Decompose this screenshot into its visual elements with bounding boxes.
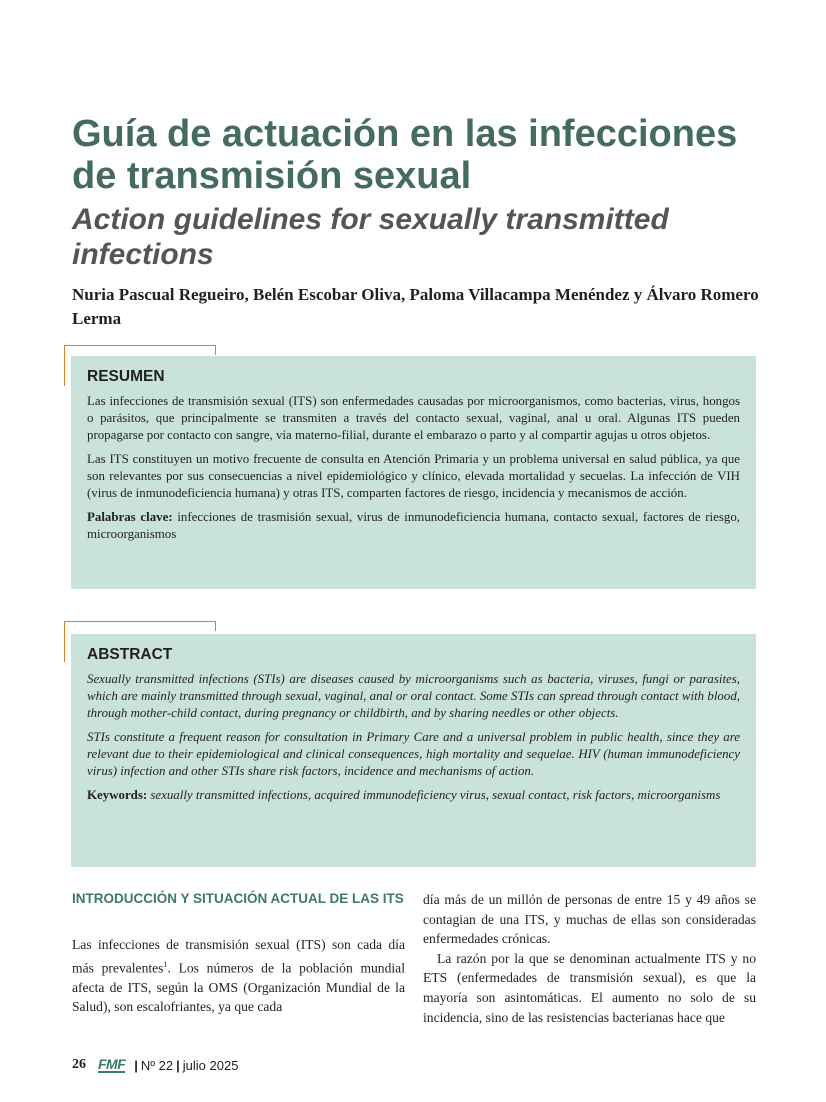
body-text: Las infecciones de transmisión sexual (ITS) son cada día más prevalentes <box>72 937 405 976</box>
abstract-heading: ABSTRACT <box>87 646 173 663</box>
section-heading: INTRODUCCIÓN Y SITUACIÓN ACTUAL DE LAS ITS <box>72 891 404 906</box>
resumen-paragraph-1: Las infecciones de transmisión sexual (ITS) son enfermedades causadas por microorganismos, como bacterias, virus, hongos o parásitos, que principalmente se transmiten a través del contacto sexual, vaginal, anal u oral. Algunas ITS pueden propagarse por contacto con sangre, vía materno-filial, durante el embarazo o parto y al compartir agujas u otros objetos. <box>87 394 740 442</box>
resumen-keywords-label: Palabras clave: <box>87 510 173 524</box>
body-column-left <box>72 890 405 1017</box>
body-text: . Los números de la población mundial afecta de ITS, según la OMS (Organización Mundial de la Salud), son escalofriantes, ya que cada <box>72 960 405 1015</box>
abstract-paragraph-2: STIs constitute a frequent reason for consultation in Primary Care and a universal problem in public health, since they are relevant due to their epidemiological and clinical consequences, high mortality and sequelae. HIV (human immunodeficiency virus) infection and other STIs share risk factors, incidence and mechanisms of action. <box>87 730 740 778</box>
abstract-keywords-label: Keywords: <box>87 788 148 802</box>
article-title-es: Guía de actuación en las infecciones de transmisión sexual <box>72 113 738 197</box>
abstract-box <box>71 634 756 867</box>
issue-date: julio 2025 <box>182 1057 239 1073</box>
journal-logo: FMF <box>98 1055 126 1072</box>
body-column-right <box>423 890 756 1027</box>
resumen-heading: RESUMEN <box>87 368 165 385</box>
issue-number: Nº 22 <box>140 1057 174 1073</box>
article-title-en: Action guidelines for sexually transmitted infections <box>72 203 669 271</box>
citation-ref[interactable]: 1 <box>163 959 168 969</box>
resumen-keywords <box>87 509 740 543</box>
resumen-box <box>71 356 756 589</box>
body-paragraph-right-2: La razón por la que se denominan actualmente ITS y no ETS (enfermedades de transmisión sexual), es que la mayoría son asintomáticas. El aumento no solo de su incidencia, sino de las resistencias bacterianas hace que <box>423 950 756 1025</box>
abstract-paragraph-1: Sexually transmitted infections (STIs) are diseases caused by microorganisms such as bacteria, viruses, fungi or parasites, which are mainly transmitted through sexual, vaginal, anal or oral contact. Some STIs can spread through contact with blood, through mother-child contact, during pregnancy or childbirth, and by sharing needles or other objects. <box>87 672 740 720</box>
footer-separator: | <box>176 1057 180 1073</box>
resumen-keywords-text: infecciones de trasmisión sexual, virus de inmunodeficiencia humana, contacto sexual, factores de riesgo, microorganismos <box>87 510 740 541</box>
resumen-paragraph-2: Las ITS constituyen un motivo frecuente de consulta en Atención Primaria y un problema universal en salud pública, ya que son relevantes por sus consecuencias a nivel epidemiológico y clínico, elevada mortalidad y secuelas. La infección de VIH (virus de inmunodeficiencia humana) y otras ITS, comparten factores de riesgo, incidencia y mecanismos de acción. <box>87 452 740 500</box>
page-footer <box>72 1055 238 1075</box>
body-paragraph-left-1 <box>72 935 405 1017</box>
abstract-keywords-text: sexually transmitted infections, acquired immunodeficiency virus, sexual contact, risk factors, microorganisms <box>150 788 721 802</box>
body-paragraph-right-1: día más de un millón de personas de entre 15 y 49 años se contagian de una ITS, y muchas de ellas son consideradas enfermedades crónicas. <box>423 892 756 947</box>
abstract-keywords <box>87 787 740 804</box>
page-number: 26 <box>72 1057 86 1072</box>
footer-separator: | <box>134 1057 138 1073</box>
authors: Nuria Pascual Regueiro, Belén Escobar Oliva, Paloma Villacampa Menéndez y Álvaro Romero Lerma <box>72 285 759 328</box>
